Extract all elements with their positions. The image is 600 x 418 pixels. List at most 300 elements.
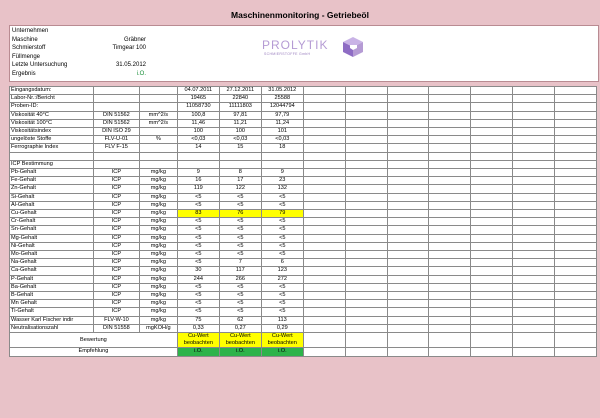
empty-cell [429, 193, 471, 201]
value-cell: <5 [177, 201, 219, 209]
unit-cell: mm^2/s [139, 111, 177, 119]
empty-cell [387, 333, 429, 348]
empty-cell [345, 210, 387, 218]
empty-cell [555, 136, 597, 144]
table-row [10, 144, 597, 152]
value-cell: <5 [177, 300, 219, 308]
empty-cell [303, 226, 345, 234]
table-row [10, 324, 597, 332]
value-cell: 79 [261, 210, 303, 218]
empty-cell [387, 283, 429, 291]
unit-cell: mg/kg [139, 259, 177, 267]
logo-wordmark: PROLYTIK [262, 38, 329, 52]
method-cell: ICP [93, 201, 139, 209]
value-cell: <0,03 [219, 136, 261, 144]
empty-cell [345, 275, 387, 283]
empty-cell [471, 185, 513, 193]
empty-cell [429, 275, 471, 283]
empty-cell [555, 169, 597, 177]
value-cell: 23 [261, 177, 303, 185]
empty-cell [387, 87, 429, 95]
empty-cell [303, 210, 345, 218]
method-cell: DIN 51562 [93, 119, 139, 127]
empty-cell [429, 87, 471, 95]
value-cell: <5 [177, 218, 219, 226]
value-cell: <5 [219, 292, 261, 300]
value-cell: 18 [261, 144, 303, 152]
empty-cell [303, 333, 345, 348]
empty-cell [513, 201, 555, 209]
empty-cell [471, 275, 513, 283]
empty-cell [471, 218, 513, 226]
row-label: Cr-Gehalt [10, 218, 94, 226]
table-row [10, 218, 597, 226]
row-label: Viskosität 40°C [10, 111, 94, 119]
empty-cell [513, 283, 555, 291]
empty-cell [513, 218, 555, 226]
method-cell: ICP [93, 283, 139, 291]
value-cell: 83 [177, 210, 219, 218]
unit-cell: mg/kg [139, 185, 177, 193]
table-row [10, 185, 597, 193]
unit-cell: mm^2/s [139, 119, 177, 127]
empty-cell [387, 152, 429, 160]
info-label: Unternehmen [12, 28, 49, 34]
table-row [10, 316, 597, 324]
table-row [10, 308, 597, 316]
table-row [10, 103, 597, 111]
row-label: Pb-Gehalt [10, 169, 94, 177]
unit-cell: mg/kg [139, 242, 177, 250]
value-cell: 0,29 [261, 324, 303, 332]
unit-cell: mg/kg [139, 169, 177, 177]
empty-cell [303, 144, 345, 152]
empty-cell [345, 292, 387, 300]
value-cell: 9 [261, 169, 303, 177]
empty-cell [471, 144, 513, 152]
empty-cell [513, 185, 555, 193]
info-value: Timgear 100 [112, 45, 146, 51]
row-label: Si-Gehalt [10, 193, 94, 201]
row-label: Labor-Nr.:/Bericht [10, 95, 94, 103]
value-cell: 113 [261, 316, 303, 324]
value-cell: 123 [261, 267, 303, 275]
value-cell: 119 [177, 185, 219, 193]
unit-cell: mg/kg [139, 308, 177, 316]
empty-cell [303, 218, 345, 226]
empty-cell [387, 275, 429, 283]
empty-cell [303, 251, 345, 259]
value-cell: <5 [177, 193, 219, 201]
method-cell: ICP [93, 259, 139, 267]
empty-cell [303, 324, 345, 332]
empty-cell [303, 152, 345, 160]
row-label: Fe-Gehalt [10, 177, 94, 185]
empty-cell [429, 218, 471, 226]
value-cell: 62 [219, 316, 261, 324]
info-label: Ergebnis [12, 70, 36, 77]
value-cell: <5 [177, 259, 219, 267]
empty-cell [345, 128, 387, 136]
value-cell: 25588 [261, 95, 303, 103]
empty-cell [555, 267, 597, 275]
method-cell: ICP [93, 169, 139, 177]
empty-cell [555, 185, 597, 193]
empty-cell [555, 300, 597, 308]
empty-cell [387, 210, 429, 218]
method-cell: ICP [93, 242, 139, 250]
empty-cell [429, 160, 471, 168]
table-row [10, 201, 597, 209]
empty-cell [387, 324, 429, 332]
value-cell: 17 [219, 177, 261, 185]
empty-cell [303, 136, 345, 144]
table-row [10, 95, 597, 103]
info-label: Schmierstoff [12, 45, 46, 51]
empty-cell [513, 324, 555, 332]
empty-cell [555, 87, 597, 95]
empty-cell [513, 111, 555, 119]
empty-cell [513, 308, 555, 316]
value-cell: <5 [177, 283, 219, 291]
empty-cell [345, 201, 387, 209]
empty-cell [555, 308, 597, 316]
row-label: Ti-Gehalt [10, 308, 94, 316]
empty-cell [429, 333, 471, 348]
empty-cell [555, 333, 597, 348]
empty-cell [345, 324, 387, 332]
value-cell: 272 [261, 275, 303, 283]
empty-cell [471, 95, 513, 103]
empty-cell [345, 218, 387, 226]
unit-cell: mg/kg [139, 316, 177, 324]
unit-cell: mg/kg [139, 218, 177, 226]
unit-cell: mgKOH/g [139, 324, 177, 332]
empty-cell [345, 144, 387, 152]
method-cell: ICP [93, 292, 139, 300]
empty-cell [345, 226, 387, 234]
value-cell: <5 [177, 251, 219, 259]
empty-cell [471, 283, 513, 291]
empty-cell [513, 136, 555, 144]
empty-cell [345, 348, 387, 356]
value-cell: 9 [177, 169, 219, 177]
empty-cell [387, 95, 429, 103]
value-cell: <5 [219, 283, 261, 291]
empty-cell [345, 160, 387, 168]
empty-cell [303, 128, 345, 136]
value-cell: 15 [219, 144, 261, 152]
table-row [10, 283, 597, 291]
table-row [10, 259, 597, 267]
row-label: Al-Gehalt [10, 201, 94, 209]
method-cell: ICP [93, 193, 139, 201]
empty-cell [303, 177, 345, 185]
method-cell: FLV-U-01 [93, 136, 139, 144]
value-cell: <0,03 [177, 136, 219, 144]
empty-cell [471, 308, 513, 316]
unit-cell: mg/kg [139, 275, 177, 283]
empty-cell [471, 128, 513, 136]
unit-cell: mg/kg [139, 300, 177, 308]
unit-cell: mg/kg [139, 226, 177, 234]
empty-cell [345, 283, 387, 291]
empty-cell [303, 316, 345, 324]
empty-cell [471, 169, 513, 177]
empty-cell [345, 111, 387, 119]
empty-cell [555, 111, 597, 119]
empty-cell [471, 210, 513, 218]
empty-cell [303, 119, 345, 127]
empty-cell [471, 193, 513, 201]
empty-cell [139, 160, 177, 168]
empty-cell [303, 201, 345, 209]
empty-cell [471, 300, 513, 308]
empty-cell [555, 234, 597, 242]
table-row [10, 160, 597, 168]
table-row [10, 234, 597, 242]
report-sheet [3, 0, 597, 418]
method-cell: ICP [93, 308, 139, 316]
empty-cell [513, 234, 555, 242]
empty-cell [429, 316, 471, 324]
empty-cell [429, 185, 471, 193]
empty-cell [345, 316, 387, 324]
empty-cell [429, 128, 471, 136]
value-cell: <5 [261, 234, 303, 242]
empty-cell [513, 103, 555, 111]
table-row [10, 128, 597, 136]
empty-cell [303, 160, 345, 168]
method-cell: DIN 51558 [93, 324, 139, 332]
empty-cell [555, 218, 597, 226]
empty-cell [387, 160, 429, 168]
empty-cell [345, 103, 387, 111]
empty-cell [513, 275, 555, 283]
unit-cell: mg/kg [139, 201, 177, 209]
empty-cell [471, 226, 513, 234]
table-row [10, 169, 597, 177]
empty-cell [471, 152, 513, 160]
value-cell: 11,46 [177, 119, 219, 127]
value-cell: 31.05.2012 [261, 87, 303, 95]
empty-cell [429, 308, 471, 316]
empty-cell [345, 169, 387, 177]
empty-cell [429, 324, 471, 332]
table-row [10, 251, 597, 259]
empty-cell [387, 103, 429, 111]
empty-cell [429, 348, 471, 356]
empty-cell [471, 160, 513, 168]
empty-cell [555, 283, 597, 291]
value-cell: 117 [219, 267, 261, 275]
value-cell: <5 [261, 201, 303, 209]
value-cell: 14 [177, 144, 219, 152]
table-row [10, 111, 597, 119]
empty-cell [471, 111, 513, 119]
empfehlung-label: Empfehlung [10, 348, 178, 356]
section-label: ICP Bestimmung [10, 160, 94, 168]
value-cell: 0,33 [177, 324, 219, 332]
unit-cell: mg/kg [139, 267, 177, 275]
row-label: Sn-Gehalt [10, 226, 94, 234]
value-cell: 11,21 [219, 119, 261, 127]
bewertung-label: Bewertung [10, 333, 178, 348]
empty-cell [387, 226, 429, 234]
method-cell: FLV-W-10 [93, 316, 139, 324]
empty-cell [345, 177, 387, 185]
method-cell: ICP [93, 226, 139, 234]
method-cell [93, 103, 139, 111]
bewertung-row [10, 333, 597, 348]
value-cell: <5 [219, 218, 261, 226]
value-cell: <5 [219, 201, 261, 209]
empty-cell [303, 169, 345, 177]
empty-cell [219, 152, 261, 160]
empty-cell [139, 152, 177, 160]
empfehlung-value: i.O. [261, 348, 303, 356]
empty-cell [303, 242, 345, 250]
value-cell: 7 [219, 259, 261, 267]
info-label: Maschine [12, 36, 38, 43]
table-row [10, 292, 597, 300]
empty-cell [471, 136, 513, 144]
empty-cell [513, 193, 555, 201]
empty-cell [471, 103, 513, 111]
empty-cell [387, 119, 429, 127]
empfehlung-value: i.O. [177, 348, 219, 356]
empty-cell [429, 242, 471, 250]
value-cell: 6 [261, 259, 303, 267]
empty-cell [387, 193, 429, 201]
empty-cell [555, 95, 597, 103]
empty-cell [345, 300, 387, 308]
empty-cell [93, 152, 139, 160]
empty-cell [345, 251, 387, 259]
value-cell: <0,03 [261, 136, 303, 144]
empty-cell [513, 267, 555, 275]
value-cell: 19465 [177, 95, 219, 103]
row-label: Eingangsdatum: [10, 87, 94, 95]
value-cell: 22840 [219, 95, 261, 103]
row-label: Wasser Karl Fischer indir [10, 316, 94, 324]
row-label: Viskosität 100°C [10, 119, 94, 127]
value-cell: <5 [261, 251, 303, 259]
value-cell: <5 [177, 226, 219, 234]
table-row [10, 210, 597, 218]
unit-cell: mg/kg [139, 234, 177, 242]
value-cell: 266 [219, 275, 261, 283]
value-cell: <5 [261, 226, 303, 234]
empty-cell [10, 152, 94, 160]
empty-cell [303, 103, 345, 111]
empty-cell [555, 259, 597, 267]
method-cell: ICP [93, 210, 139, 218]
empty-cell [429, 226, 471, 234]
empty-cell [303, 275, 345, 283]
empty-cell [471, 251, 513, 259]
empty-cell [345, 185, 387, 193]
empfehlung-row [10, 348, 597, 356]
value-cell: <5 [261, 283, 303, 291]
empty-cell [555, 152, 597, 160]
empty-cell [429, 144, 471, 152]
empty-cell [345, 308, 387, 316]
table-row [10, 193, 597, 201]
empty-cell [555, 324, 597, 332]
empty-cell [345, 267, 387, 275]
unit-cell: mg/kg [139, 210, 177, 218]
value-cell: 100,8 [177, 111, 219, 119]
empty-cell [303, 111, 345, 119]
empty-cell [345, 333, 387, 348]
value-cell: 11058730 [177, 103, 219, 111]
empty-cell [345, 119, 387, 127]
value-cell: <5 [261, 308, 303, 316]
method-cell: ICP [93, 267, 139, 275]
info-panel [9, 25, 599, 82]
empty-cell [387, 136, 429, 144]
empty-cell [513, 226, 555, 234]
value-cell: <5 [219, 226, 261, 234]
empty-cell [387, 242, 429, 250]
empty-cell [471, 234, 513, 242]
row-label: Mg-Gehalt [10, 234, 94, 242]
empty-cell [387, 292, 429, 300]
row-label: Zn-Gehalt [10, 185, 94, 193]
empty-cell [555, 348, 597, 356]
table-row [10, 267, 597, 275]
empty-cell [471, 333, 513, 348]
row-label: Ni-Gehalt [10, 242, 94, 250]
empty-cell [387, 177, 429, 185]
row-label: Neutralisationszahl [10, 324, 94, 332]
empty-cell [471, 324, 513, 332]
empty-cell [387, 218, 429, 226]
empty-cell [261, 160, 303, 168]
empty-cell [513, 251, 555, 259]
empty-cell [513, 144, 555, 152]
empty-cell [471, 201, 513, 209]
empty-cell [303, 300, 345, 308]
bewertung-value: Cu-Wert beobachten [177, 333, 219, 348]
empty-cell [555, 251, 597, 259]
unit-cell: % [139, 136, 177, 144]
row-label: Na-Gehalt [10, 259, 94, 267]
empty-cell [345, 193, 387, 201]
empty-cell [345, 136, 387, 144]
value-cell: <5 [261, 292, 303, 300]
table-row [10, 119, 597, 127]
value-cell: <5 [261, 218, 303, 226]
method-cell: ICP [93, 300, 139, 308]
report-title: Maschinenmonitoring - Getriebeöl [231, 10, 369, 20]
empty-cell [555, 226, 597, 234]
value-cell: 244 [177, 275, 219, 283]
value-cell: <5 [261, 193, 303, 201]
method-cell: ICP [93, 234, 139, 242]
empty-cell [429, 300, 471, 308]
empty-cell [471, 119, 513, 127]
empty-cell [387, 267, 429, 275]
table-row [10, 152, 597, 160]
empty-cell [555, 177, 597, 185]
empty-cell [555, 103, 597, 111]
value-cell: 75 [177, 316, 219, 324]
logo-subtitle: SCHMIERSTOFFE GmbH [264, 52, 311, 56]
value-cell: <5 [219, 242, 261, 250]
empty-cell [345, 259, 387, 267]
